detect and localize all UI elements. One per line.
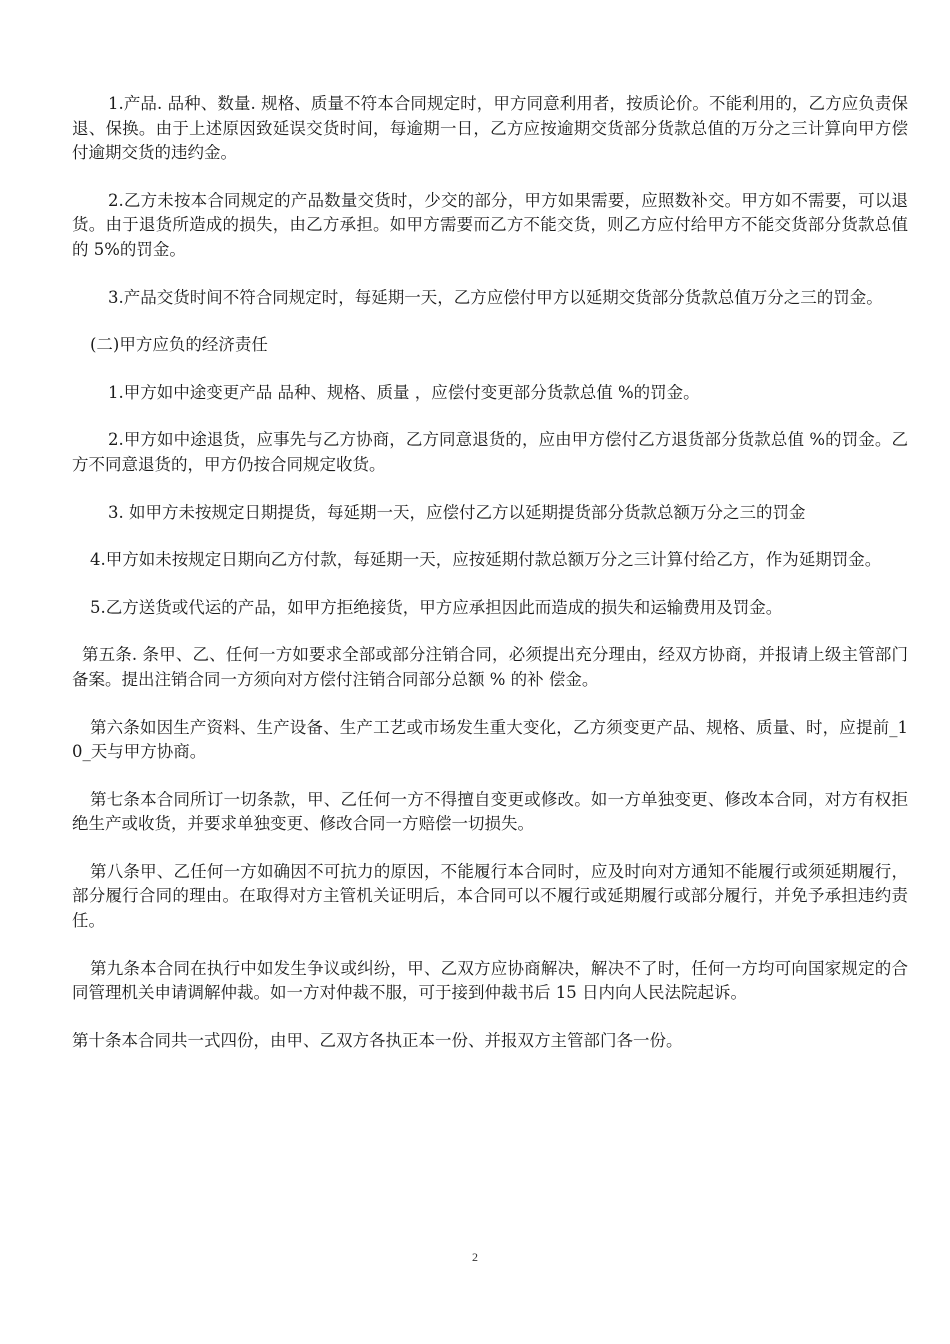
clause-seller-quality-liability: 1.产品. 品种、数量. 规格、质量不符本合同规定时，甲方同意利用者，按质论价。不能利用的，乙方应负责保退、保换。由于上述原因致延误交货时间，每逾期一日，乙方应按逾期交货部分货款总值的万分之三计算向甲方偿付逾期交货的违约金。 [72,94,908,163]
article-7-no-unilateral-change: 第七条本合同所订一切条款，甲、乙任何一方不得擅自变更或修改。如一方单独变更、修改本合同，对方有权拒绝生产或收货，并要求单独变更、修改合同一方赔偿一切损失。 [72,789,908,834]
document-body [72,92,908,1076]
clause-buyer-refuse-delivery: 5.乙方送货或代运的产品，如甲方拒绝接货，甲方应承担因此而造成的损失和运输费用及罚金。 [90,597,783,617]
article-5-cancellation: 第五条. 条甲、乙、任何一方如要求全部或部分注销合同，必须提出充分理由，经双方协商，并报请上级主管部门备案。提出注销合同一方须向对方偿付注销合同部分总额 % 的补 偿金。 [72,645,908,689]
section-heading-buyer-liability: (二)甲方应负的经济责任 [90,335,268,355]
article-8-force-majeure: 第八条甲、乙任何一方如确因不可抗力的原因，不能履行本合同时，应及时向对方通知不能履行或须延期履行，部分履行合同的理由。在取得对方主管机关证明后，本合同可以不履行或延期履行或部分履行，并免予承担违约责任。 [72,861,908,931]
clause-buyer-payment-delay: 4.甲方如未按规定日期向乙方付款，每延期一天，应按延期付款总额万分之三计算付给乙方，作为延期罚金。 [90,550,882,570]
clause-seller-delivery-delay: 3.产品交货时间不符合同规定时，每延期一天，乙方应偿付甲方以延期交货部分货款总值万分之三的罚金。 [108,287,883,307]
clause-buyer-return-goods: 2.甲方如中途退货，应事先与乙方协商，乙方同意退货的，应由甲方偿付乙方退货部分货款总值 %的罚金。乙方不同意退货的，甲方仍按合同规定收货。 [72,430,908,474]
article-6-changes: 第六条如因生产资料、生产设备、生产工艺或市场发生重大变化，乙方须变更产品、规格、质量、时，应提前_10_天与甲方协商。 [72,717,908,762]
article-9-dispute-resolution: 第九条本合同在执行中如发生争议或纠纷，甲、乙双方应协商解决，解决不了时，任何一方均可向国家规定的合同管理机关申请调解仲裁。如一方对仲裁不服，可于接到仲裁书后 15 日内向人民法院起诉。 [72,958,908,1003]
clause-buyer-pickup-delay: 3. 如甲方未按规定日期提货，每延期一天，应偿付乙方以延期提货部分货款总额万分之三的罚金 [108,502,806,522]
page-number: 2 [472,1250,478,1264]
clause-seller-quantity-liability: 2.乙方未按本合同规定的产品数量交货时，少交的部分，甲方如果需要，应照数补交。甲方如不需要，可以退货。由于退货所造成的损失，由乙方承担。如甲方需要而乙方不能交货，则乙方应付给甲方不能交货部分货款总值的 5%的罚金。 [72,190,908,259]
article-10-copies: 第十条本合同共一式四份，由甲、乙双方各执正本一份、并报双方主管部门各一份。 [72,1030,683,1050]
clause-buyer-change-product: 1.甲方如中途变更产品 品种、规格、质量 ，应偿付变更部分货款总值 %的罚金。 [108,382,700,402]
